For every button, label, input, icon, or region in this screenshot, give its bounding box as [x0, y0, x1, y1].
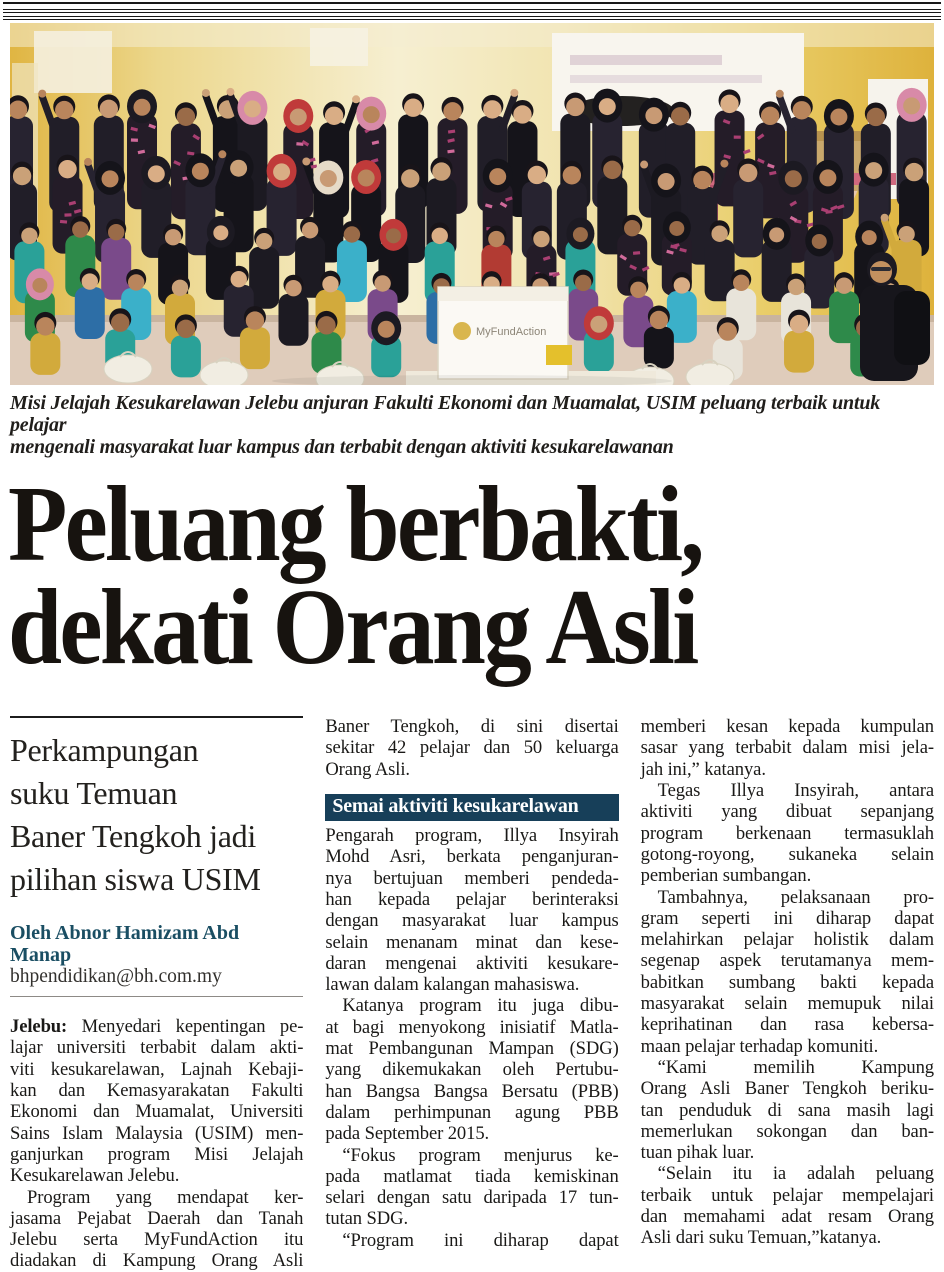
masthead-rule: [3, 16, 941, 17]
body-line: “Program ini diharap dapat: [325, 1230, 618, 1251]
masthead-rule: [3, 19, 941, 20]
body-line: dengan masyarakat luar kampus: [325, 910, 618, 931]
article-columns: [10, 716, 934, 1272]
caption-line: Misi Jelajah Kesukarelawan Jelebu anjuran Fakulti Ekonomi dan Muamalat, USIM peluang terbaik untuk pelajar: [10, 392, 934, 436]
body-line: Asli dari suku Temuan,”katanya.: [641, 1227, 934, 1248]
body-line: han Bangsa Bangsa Bersatu (PBB): [325, 1081, 618, 1102]
body-line: keprihatinan dan rasa kebersa-: [641, 1014, 934, 1035]
masthead-rule: [3, 2, 941, 4]
standfirst: [10, 729, 303, 901]
body-line: lajar universiti terbabit dalam akti-: [10, 1037, 303, 1058]
standfirst-line: Perkampungan: [10, 729, 303, 772]
body-line: daran mengenai aktiviti kesukare-: [325, 953, 618, 974]
body-line: sekitar 42 pelajar dan 50 keluarga: [325, 737, 618, 758]
body-line: nya bertujuan memberi pendeda-: [325, 868, 618, 889]
body-line: Tambahnya, pelaksanaan pro-: [641, 887, 934, 908]
body-line: jah ini,” katanya.: [641, 759, 934, 780]
column-right: [641, 716, 934, 1272]
body-line: dan memahami adat resam Orang: [641, 1206, 934, 1227]
body-line: “Kami memilih Kampung: [641, 1057, 934, 1078]
standfirst-rule-top: [10, 716, 303, 718]
body-line: segenap aspek terutamanya mem-: [641, 950, 934, 971]
body-line: selari dengan satu daripada 17 tun-: [325, 1187, 618, 1208]
body-line: memerlukan sokongan dan ban-: [641, 1121, 934, 1142]
body-line: yang dikemukakan oleh Pertubu-: [325, 1059, 618, 1080]
body-line: Katanya program itu juga dibu-: [325, 995, 618, 1016]
body-line: terbaik untuk pelajar mempelajari: [641, 1185, 934, 1206]
body-line: kan dan Kemasyarakatan Fakulti: [10, 1080, 303, 1101]
body-line: tuan pihak luar.: [641, 1142, 934, 1163]
body-line: aktiviti yang dibuat sepanjang: [641, 801, 934, 822]
body-line: babitkan sumbang bakti kepada: [641, 972, 934, 993]
body-line: memberi kesan kepada kumpulan: [641, 716, 934, 737]
headline: [8, 473, 936, 679]
article-photo: [10, 23, 934, 385]
masthead-rule: [3, 9, 941, 10]
headline-line-1: Peluang berbakti,: [8, 473, 843, 576]
group-photo-illustration: [10, 23, 934, 385]
body-line: ganjurkan program Misi Jelajah: [10, 1144, 303, 1165]
body-line: jasama Pejabat Daerah dan Tanah: [10, 1208, 303, 1229]
body-line: at bagi menyokong inisiatif Matla-: [325, 1017, 618, 1038]
body-line: selain menanam minat dan kese-: [325, 932, 618, 953]
body-line: Program yang mendapat ker-: [10, 1187, 303, 1208]
byline-rule-bottom: [10, 996, 303, 997]
body-line: Sains Islam Malaysia (USIM) men-: [10, 1123, 303, 1144]
body-line: tan penduduk di sana masih lagi: [641, 1100, 934, 1121]
body-line: Ekonomi dan Muamalat, Universiti: [10, 1101, 303, 1122]
body-line: lawan dalam kalangan mahasiswa.: [325, 974, 618, 995]
body-line: Jelebu serta MyFundAction itu: [10, 1229, 303, 1250]
body-line: melahirkan pelajar holistik dalam: [641, 929, 934, 950]
body-line: tutan SDG.: [325, 1208, 618, 1229]
body-line: Pengarah program, Illya Insyirah: [325, 825, 618, 846]
caption-line: mengenali masyarakat luar kampus dan terbabit dengan aktiviti kesukarelawanan: [10, 436, 934, 458]
body-line: maan pelajar terhadap komuniti.: [641, 1036, 934, 1057]
byline-author: Oleh Abnor Hamizam Abd Manap: [10, 922, 303, 966]
masthead-rule: [3, 12, 941, 13]
body-line: Orang Asli Baner Tengkoh beriku-: [641, 1078, 934, 1099]
standfirst-line: pilihan siswa USIM: [10, 858, 303, 901]
body-line: pada matlamat tiada kemiskinan: [325, 1166, 618, 1187]
standfirst-line: suku Temuan: [10, 772, 303, 815]
photo-caption: [10, 392, 934, 458]
body-line: Jelebu: Menyedari kepentingan pe-: [10, 1016, 303, 1037]
body-line: diadakan di Kampung Orang Asli: [10, 1250, 303, 1271]
body-line: Tegas Illya Insyirah, antara: [641, 780, 934, 801]
body-line: “Selain itu ia adalah peluang: [641, 1163, 934, 1184]
body-line: han kepada pelajar berinteraksi: [325, 889, 618, 910]
body-line: pemberian sumbangan.: [641, 865, 934, 886]
standfirst-line: Baner Tengkoh jadi: [10, 815, 303, 858]
body-line: pada September 2015.: [325, 1123, 618, 1144]
section-subhead: Semai aktiviti kesukarelawan: [325, 794, 618, 821]
body-column-3: [641, 716, 934, 1248]
svg-text:MyFundAction: MyFundAction: [476, 326, 546, 338]
body-line: sasar yang terbabit dalam misi jela-: [641, 737, 934, 758]
byline-email: bhpendidikan@bh.com.my: [10, 966, 303, 988]
body-line: Kesukarelawan Jelebu.: [10, 1165, 303, 1186]
body-column-1: [10, 1016, 303, 1272]
body-column-2: [325, 716, 618, 1251]
column-middle: [325, 716, 618, 1272]
body-line: Mohd Asri, berkata penganjuran-: [325, 846, 618, 867]
body-line: Baner Tengkoh, di sini disertai: [325, 716, 618, 737]
body-line: dalam perhimpunan agung PBB: [325, 1102, 618, 1123]
body-line: gotong-royong, sukaneka selain: [641, 844, 934, 865]
headline-line-2: dekati Orang Asli: [8, 576, 843, 679]
body-line: viti kesukarelawan, Lajnah Kebaji-: [10, 1059, 303, 1080]
body-line: “Fokus program menjurus ke-: [325, 1145, 618, 1166]
masthead-rules: [0, 0, 944, 20]
column-left: [10, 716, 303, 1272]
body-line: Orang Asli.: [325, 759, 618, 780]
body-line: masyarakat selain memupuk nilai: [641, 993, 934, 1014]
body-line: gram seperti ini diharap dapat: [641, 908, 934, 929]
body-line: mat Pembangunan Mampan (SDG): [325, 1038, 618, 1059]
body-line: program berkenaan termasuklah: [641, 823, 934, 844]
dateline: Jelebu:: [10, 1016, 67, 1037]
